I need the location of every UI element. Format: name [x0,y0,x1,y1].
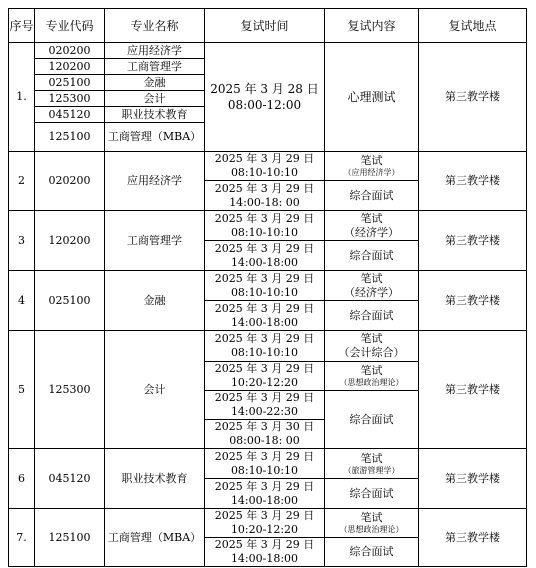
header-code: 专业代码 [35,9,105,43]
time-cell: 2025 年 3 月 30 日 08:00-18: 00 [205,420,325,449]
exam-subject: （思想政治理论） [339,525,404,534]
header-row [9,9,527,43]
code-cell: 120200 [35,211,105,271]
exam-cell [325,271,419,301]
table-row [9,449,527,479]
time-cell: 2025 年 3 月 29 日 14:00-18: 00 [205,181,325,211]
code-cell: 120200 [35,59,105,75]
exam-cell [325,211,419,241]
major-cell: 金融 [105,271,205,331]
exam-label: 笔试 [360,211,383,225]
header-time: 复试时间 [205,9,325,43]
major-cell: 职业技术教育 [105,449,205,509]
header-seq: 序号 [9,9,35,43]
table-row [9,509,527,538]
seq-cell: 1. [9,43,35,152]
time-cell: 2025 年 3 月 29 日 14:00-18:00 [205,301,325,331]
time-cell: 2025 年 3 月 29 日 08:10-10:10 [205,211,325,241]
exam-label: 笔试 [360,451,383,465]
time-cell: 2025 年 3 月 29 日 14:00-22:30 [205,391,325,420]
code-cell: 125300 [35,331,105,449]
major-cell: 工商管理（MBA） [105,509,205,567]
table-row [9,211,527,241]
code-cell: 045120 [35,107,105,123]
table-row [9,152,527,181]
exam-label: 笔试 [360,271,383,285]
exam-label: 笔试 [360,511,383,524]
major-cell: 工商管理（MBA） [105,123,205,152]
content-cell: 心理测试 [325,43,419,152]
place-cell: 第三教学楼 [419,271,527,331]
time-cell: 2025 年 3 月 29 日 10:20-12:20 [205,362,325,391]
major-cell: 会计 [105,91,205,107]
time-cell: 2025 年 3 月 29 日 14:00-18:00 [205,538,325,567]
place-cell: 第三教学楼 [419,43,527,152]
place-cell: 第三教学楼 [419,331,527,449]
exam-cell [325,362,419,391]
major-cell: 金融 [105,75,205,91]
time-cell: 2025 年 3 月 29 日 08:10-10:10 [205,152,325,181]
interview-cell: 综合面试 [325,241,419,271]
interview-cell: 综合面试 [325,391,419,449]
code-cell: 125300 [35,91,105,107]
exam-subject: （旅游管理学） [343,465,400,475]
code-cell: 025100 [35,271,105,331]
table-row [9,271,527,301]
code-cell: 020200 [35,152,105,211]
retest-schedule-table [8,8,527,567]
code-cell: 125100 [35,509,105,567]
header-place: 复试地点 [419,9,527,43]
header-name: 专业名称 [105,9,205,43]
place-cell: 第三教学楼 [419,449,527,509]
place-cell: 第三教学楼 [419,211,527,271]
place-cell: 第三教学楼 [419,152,527,211]
code-cell: 025100 [35,75,105,91]
time-cell: 2025 年 3 月 29 日 08:10-10:10 [205,331,325,362]
exam-subject: （经济学） [344,225,399,239]
major-cell: 会计 [105,331,205,449]
seq-cell: 2 [9,152,35,211]
exam-subject: （经济学） [344,285,399,299]
exam-cell [325,449,419,479]
exam-cell [325,509,419,538]
major-cell: 职业技术教育 [105,107,205,123]
interview-cell: 综合面试 [325,538,419,567]
interview-cell: 综合面试 [325,301,419,331]
time-cell: 2025 年 3 月 28 日 08:00-12:00 [205,43,325,152]
time-cell: 2025 年 3 月 29 日 10:20-12:20 [205,509,325,538]
code-cell: 125100 [35,123,105,152]
code-cell: 045120 [35,449,105,509]
exam-subject: （思想政治理论） [339,378,404,387]
place-cell: 第三教学楼 [419,509,527,567]
major-cell: 工商管理学 [105,211,205,271]
seq-cell: 4 [9,271,35,331]
exam-label: 笔试 [360,154,383,167]
seq-cell: 3 [9,211,35,271]
major-cell: 应用经济学 [105,43,205,59]
exam-label: 笔试 [360,332,383,345]
exam-label: 笔试 [360,364,383,377]
table-row [9,43,527,59]
time-cell: 2025 年 3 月 29 日 08:10-10:10 [205,449,325,479]
table-row [9,331,527,362]
time-cell: 2025 年 3 月 29 日 14:00-18:00 [205,479,325,509]
header-content: 复试内容 [325,9,419,43]
seq-cell: 5 [9,331,35,449]
time-cell: 2025 年 3 月 29 日 14:00-18:00 [205,241,325,271]
major-cell: 工商管理学 [105,59,205,75]
exam-subject: （会计综合） [338,346,405,359]
interview-cell: 综合面试 [325,479,419,509]
interview-cell: 综合面试 [325,181,419,211]
code-cell: 020200 [35,43,105,59]
major-cell: 应用经济学 [105,152,205,211]
exam-subject: （应用经济学） [343,168,400,177]
seq-cell: 6 [9,449,35,509]
exam-cell [325,152,419,181]
seq-cell: 7. [9,509,35,567]
exam-cell [325,331,419,362]
time-cell: 2025 年 3 月 29 日 08:10-10:10 [205,271,325,301]
